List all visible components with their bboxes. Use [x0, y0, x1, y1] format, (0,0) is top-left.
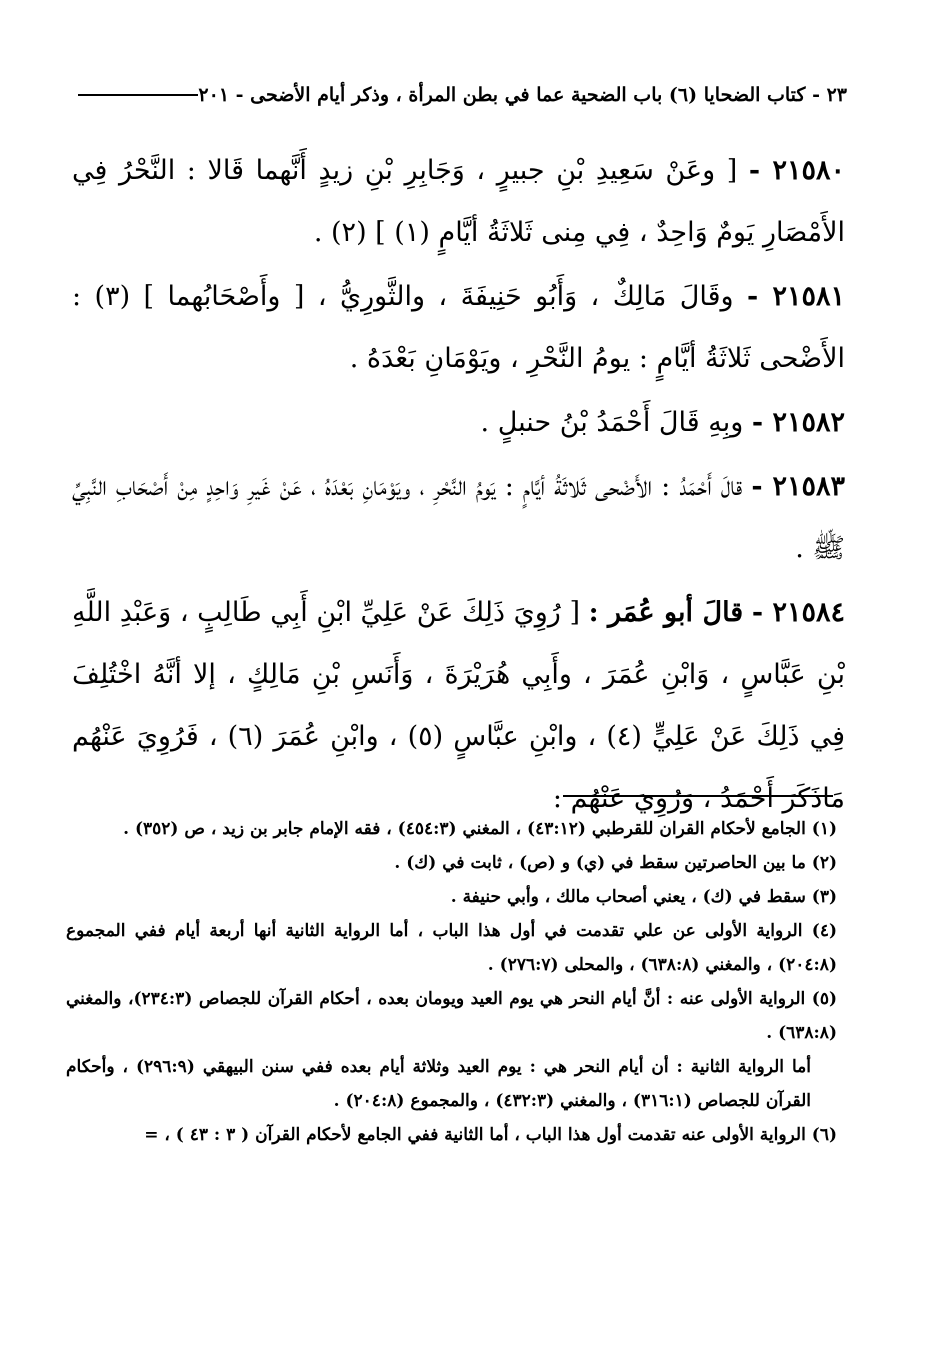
paragraph-text: وقَالَ مَالِكٌ ، وَأَبُو حَنِيفَةَ ، والثَّورِيُّ ، [ وأَصْحَابُهما ] (٣) : الأَضْحى ثَلاثَةُ أيَّامٍ : يومُ النَّحْرِ ، ويَوْمَانِ بَعْدَهُ . [72, 281, 845, 374]
main-text [72, 140, 845, 832]
footnote-separator [563, 795, 833, 797]
footnote-4: (٤) الرواية الأولى عن علي تقدمت في أول هذا الباب ، أما الرواية الثانية أنها أربعة أيام ففي المجموع (٢٠٤:٨) ، والمغني (٦٣٨:٨) ، والمحلى (٢٧٦:٧) . [66, 921, 837, 975]
header-text: ٢٣ - كتاب الضحايا (٦) باب الضحية عما في بطن المرأة ، وذكر أيام الأضحى - ٢٠١ [198, 84, 847, 106]
footnote-2: (٢) ما بين الحاصرتين سقط في (ي) و (ص) ، ثابت في (ك) . [394, 853, 837, 873]
speaker-label: قالَ أبو عُمَر : [588, 597, 744, 628]
paragraph-number: ٢١٥٨٢ - [751, 407, 845, 438]
paragraph-21584 [72, 582, 845, 830]
paragraph-number: ٢١٥٨٠ - [748, 155, 845, 186]
paragraph-text: قالَ أَحْمَدُ : الأَضْحى ثَلاثَةُ أيَّامٍ : يَومُ النَّحْرِ ، ويَوْمَانِ بَعْدَهُ ، عَنْ غَيرِ وَاحِدٍ مِنْ أَصْحَابِ النَّبِيِّ ﷺ . [72, 471, 845, 564]
paragraph-number: ٢١٥٨٤ - [751, 597, 845, 628]
paragraph-text: وبِهِ قَالَ أَحْمَدُ بْنُ حنبلٍ . [480, 407, 744, 438]
paragraph-number: ٢١٥٨٣ - [751, 471, 845, 502]
paragraph-21581 [72, 266, 845, 390]
paragraph-text: [ رُوِيَ ذَلِكَ عَنْ عَلِيِّ ابْنِ أَبِي طَالِبٍ ، وَعَبْدِ اللَّهِ بْنِ عَبَّاسٍ ، وَابْنِ عُمَرَ ، وأَبِي هُرَيْرَةَ ، وَأَنَسِ بْنِ مَالِكٍ ، إلا أنَّهُ اخْتُلِفَ فِي ذَلِكَ عَنْ عَلِيٍّ (٤) ، وابْنِ عبَّاسٍ (٥) ، وابْنِ عُمَرَ (٦) ، فَرُوِيَ عَنْهُم مَاذَكَرَ أَحْمَدُ ، وَرُوِيَ عَنْهُم : [72, 597, 845, 814]
paragraph-text: [ وعَنْ سَعِيدِ بْنِ جبيرٍ ، وَجَابِرِ بْنِ زيدٍ أَنَّهما قَالا : النَّحْرُ فِي الأَمْصَارِ يَومٌ وَاحِدٌ ، فِي مِنى ثَلاثَةُ أيَّامٍ (١) ] (٢) . [72, 155, 845, 248]
paragraph-21583 [72, 456, 845, 580]
footnotes [66, 812, 837, 1152]
paragraph-21580 [72, 140, 845, 264]
footnote-5: (٥) الرواية الأولى عنه : أنَّ أيام النحر هي يوم العيد ويومان بعده ، أحكام القرآن للجصاص (٢٣٤:٣)، والمغني (٦٣٨:٨) . [66, 989, 837, 1043]
running-header [70, 84, 847, 106]
paragraph-number: ٢١٥٨١ - [747, 281, 845, 312]
footnote-6: (٦) الرواية الأولى عنه تقدمت أول هذا الباب ، أما الثانية ففي الجامع لأحكام القرآن ( ٣ : ٤٣ ) ، = [144, 1125, 837, 1145]
footnote-1: (١) الجامع لأحكام القران للقرطبي (٤٣:١٢) ، المغني (٤٥٤:٣) ، فقه الإمام جابر بن زيد ، ص (٣٥٢) . [123, 819, 837, 839]
paragraph-21582 [72, 392, 845, 454]
footnote-3: (٣) سقط في (ك) ، يعني أصحاب مالك ، وأبي حنيفة . [450, 887, 837, 907]
header-rule [78, 94, 198, 96]
footnote-5-continued: أما الرواية الثانية : أن أيام النحر هي : يوم العيد وثلاثة أيام بعده ففي سنن البيهقي (٢٩٦:٩) ، وأحكام القرآن للجصاص (٣١٦:١) ، والمغني (٤٣٢:٣) ، والمجموع (٢٠٤:٨) . [66, 1057, 811, 1111]
